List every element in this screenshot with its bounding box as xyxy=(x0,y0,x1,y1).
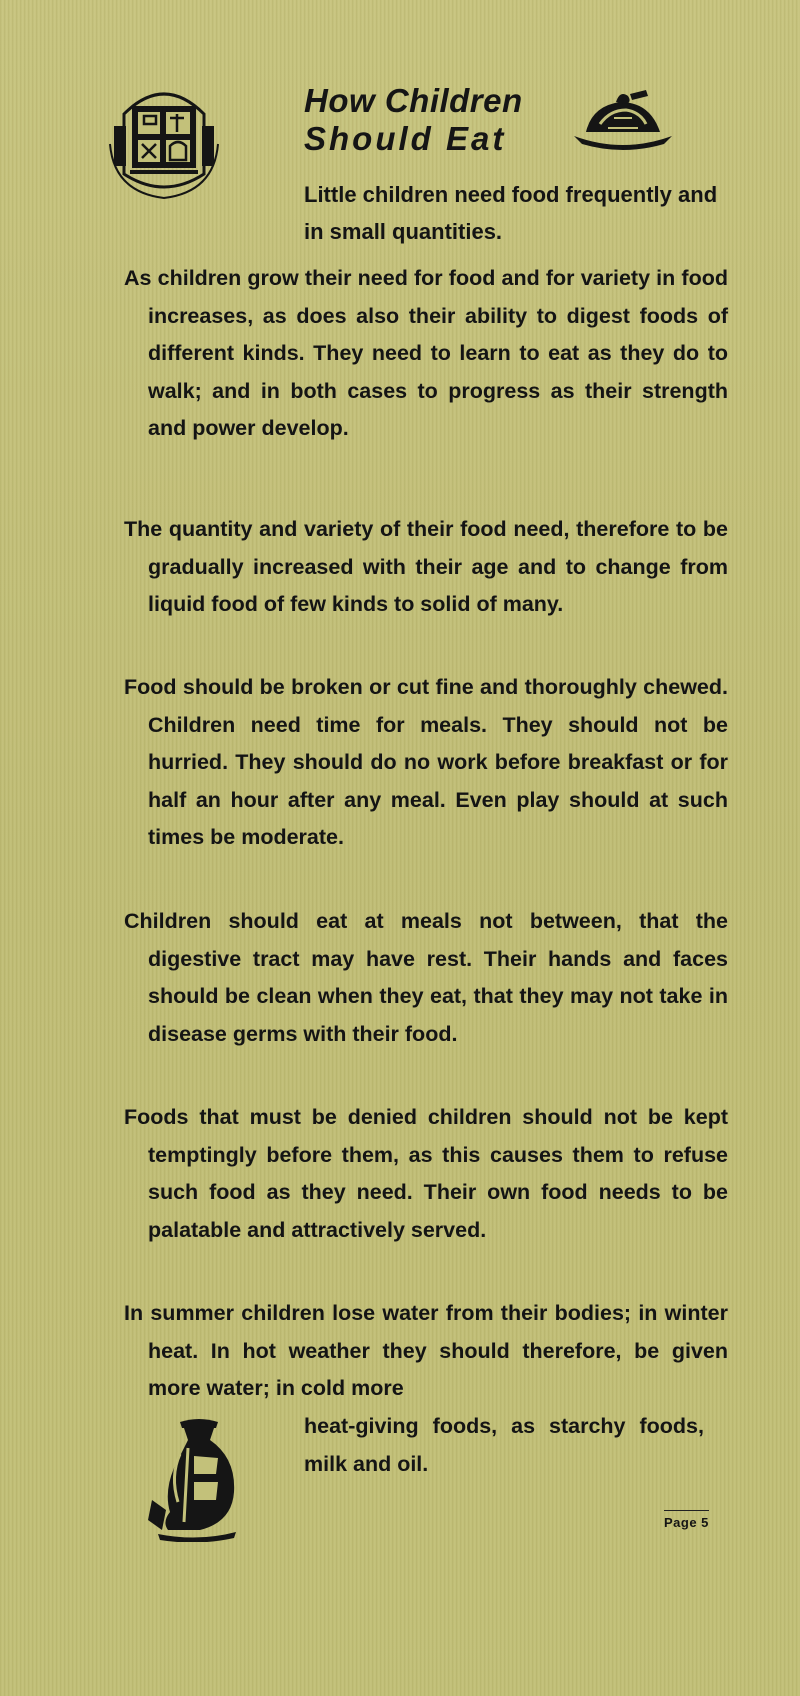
paragraph-5: Foods that must be denied children should not be kept temptingly before them, as this causes them to refuse such food as they need. Their own food needs to be palatable and attractively served. xyxy=(124,1105,728,1242)
vase-icon xyxy=(144,1418,254,1542)
title-line-1: How Children xyxy=(304,82,523,119)
paragraph-4: Children should eat at meals not between, that the digestive tract may have rest. Their hands and faces should be clean when they eat, that they may not take in disease germs with their food. xyxy=(124,909,728,1046)
intro-text: Little children need food frequently and in small quantities. xyxy=(304,182,718,244)
decorative-emblem-icon xyxy=(104,74,224,200)
paragraph-6: In summer children lose water from their bodies; in winter heat. In hot weather they should therefore, be given more water; in cold more xyxy=(124,1301,728,1401)
paragraph-1: As children grow their need for food and for variety in food increases, as does also their ability to digest foods of different kinds. They need to learn to eat as they do to walk; and in both cases to progress as their strength and power develop. xyxy=(124,266,728,441)
page-title xyxy=(304,82,523,158)
page-number: Page 5 xyxy=(664,1510,709,1530)
paragraph-3: Food should be broken or cut fine and thoroughly chewed. Children need time for meals. They should not be hurried. They should do no work before breakfast or for half an hour after any meal. Even play should at such times be moderate. xyxy=(124,675,728,850)
paragraph-2: The quantity and variety of their food need, therefore to be gradually increased with their age and to change from liquid food of few kinds to solid of many. xyxy=(124,517,728,617)
title-line-2: Should Eat xyxy=(304,120,507,157)
paragraph-6-continued: heat-giving foods, as starchy foods, milk and oil. xyxy=(304,1414,704,1476)
food-dish-icon xyxy=(570,88,676,150)
